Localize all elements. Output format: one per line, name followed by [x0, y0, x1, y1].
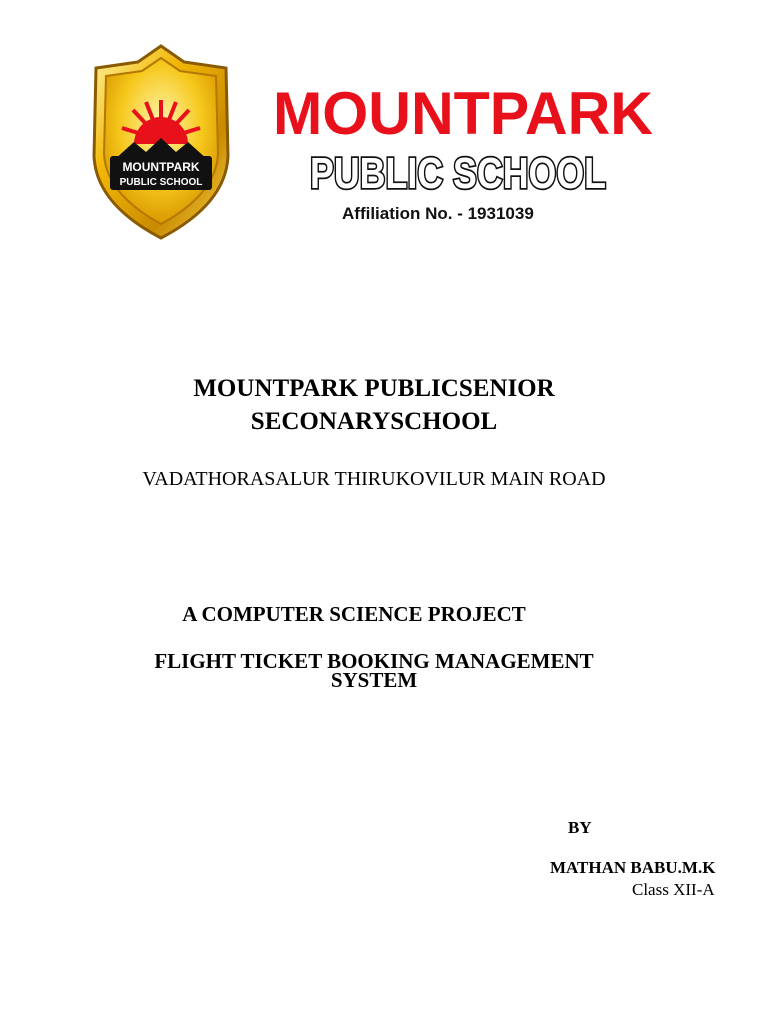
school-wordmark-sub: [306, 146, 610, 196]
author-class: Class XII-A: [632, 880, 715, 899]
wordmark-line2: PUBLIC SCHOOL: [310, 149, 606, 198]
school-address: VADATHORASALUR THIRUKOVILUR MAIN ROAD: [142, 468, 606, 490]
project-type-heading: A COMPUTER SCIENCE PROJECT: [182, 602, 526, 626]
author-name: MATHAN BABU.M.K: [550, 858, 716, 877]
wordmark-line1: MOUNTPARK: [273, 80, 653, 147]
emblem-text-line2: PUBLIC SCHOOL: [119, 177, 203, 188]
affiliation-number: Affiliation No. - 1931039: [342, 204, 534, 223]
by-label: BY: [568, 818, 592, 837]
emblem-text-line1: MOUNTPARK: [122, 160, 200, 174]
project-title-heading: FLIGHT TICKET BOOKING MANAGEMENT SYSTEM: [154, 649, 594, 692]
school-wordmark: [268, 80, 658, 147]
school-name-heading: MOUNTPARK PUBLICSENIOR SECONARYSCHOOL: [193, 375, 555, 435]
school-emblem-logo: [88, 44, 234, 240]
